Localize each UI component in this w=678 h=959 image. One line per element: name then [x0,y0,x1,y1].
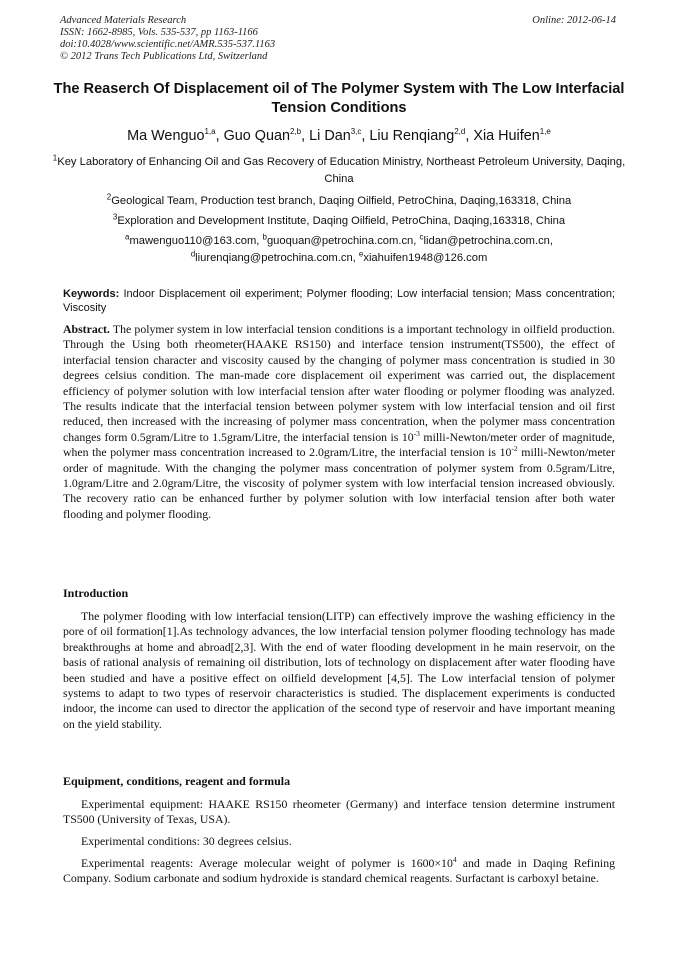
author-name: Guo Quan [223,128,290,144]
author-name: Ma Wenguo [127,128,205,144]
abstract-text-2: milli-Newton/meter order of magnitude, when the polymer mass concentration increased to 2.0gram/Litre, the interfacial tension is 10 [63,429,615,460]
introduction-heading: Introduction [63,586,129,600]
introduction-paragraph: The polymer flooding with low interfacial tension(LITP) can effectively improve the washing efficiency in the pore of oil formation[1].As technology advances, the low interfacial tension polymer flooding technology has made breakthroughs at home and abroad[2,3]. With the end of water flooding development in he main reservoir, on the basis of rational analysis of remaining oil distribution, lots of technology on displacement after water flooding have been studied and have a positive effect on oilfield development [4,5]. The Low interfacial tension of polymer systems to adapt to two types of reservoir characteristics is studied. The displacement experiments is conducted indoor, the income can used to director the application of the second type of reservoir and have important meaning on the yield stability. [63,609,615,731]
paper-title: The Reaserch Of Displacement oil of The Polymer System with The Low Interfacial Tension Conditions [53,81,625,116]
conditions-paragraph: Experimental conditions: 30 degrees celsius. [81,834,292,848]
exponent: -2 [511,444,518,454]
online-date: Online: 2012-06-14 [532,15,616,26]
email-link[interactable]: xiahuifen1948@126.com [363,251,488,264]
copyright-line: © 2012 Trans Tech Publications Ltd, Switzerland [60,51,268,62]
equipment-heading: Equipment, conditions, reagent and formula [63,774,291,788]
email-sup: e [358,248,364,258]
doi-line: doi:10.4028/www.scientific.net/AMR.535-537.1163 [60,39,276,50]
abstract [63,322,615,522]
journal-header [60,15,275,63]
email-sup: d [190,248,196,258]
issn-line: ISSN: 1662-8985, Vols. 535-537, pp 1163-1166 [60,27,258,38]
email-link[interactable]: guoquan@petrochina.com.cn [266,235,414,247]
email-list: $^a$mawenguo110@163.com, $^b$guoquan@petrochina.com.cn, $^c$lidan@petrochina.com.cn, $^d$liurenqiang@petrochina.com.cn, $^e$xiahuifen1948@126.com [124,232,554,264]
author-sup: 1,e [539,127,551,137]
author-name: Li Dan [309,128,351,144]
reagents-text-2: and made in Daqing Refining Company. Sodium carbonate and sodium hydroxide is standard chemical reagents. Surfactant is carboxyl betaine. [63,856,615,886]
email-link[interactable]: liurenqiang@petrochina.com.cn [195,251,353,264]
email-sup: c [419,232,424,242]
abstract-label: Abstract. [63,322,110,336]
abstract-text-1: The polymer system in low interfacial tension conditions is a important technology in oilfield production. Through the Using both rheometer(HAAKE RS150) and interface tension instrument(TS500), the effect of interfacial tension character and viscosity caused by the changing of polymer mass concentration is studied in 30 degrees celsius condition. The man-made core displacement oil experiment was carried out, the displacement efficiency of polymer solution with low interfacial tension after water flooding or polymer flooding was analyzed. The results indicate that the interfacial tension between polymer system with low interfacial tension and oil first reduced, then increased with the increasing of polymer mass concentration, when the polymer mass concentration changes form 0.5gram/Litre to 1.5gram/Litre, the interfacial tension is 10 [63,322,615,444]
reagents-paragraph [63,856,615,887]
affiliation-2 [50,193,628,210]
email-link[interactable]: lidan@petrochina.com.cn [423,235,550,247]
author-sup: 2,d [454,127,466,137]
author-name: Liu Renqiang [369,128,455,144]
affiliation-sup: 1 [52,153,58,163]
abstract-text-3: milli-Newton/meter order of magnitude. With the changing the polymer mass concentration of polymer system from 0.5gram/Litre, 1.0gram/Litre and 2.0gram/Litre, the viscosity of polymer system with low interfacial tension increased obviously. The recovery ratio can be enhanced further by polymer solution with low interfacial tension after both water flooding and polymer flooding. [63,445,615,521]
affiliation-sup: 3 [112,212,118,222]
affiliation-text: Geological Team, Production test branch, Daqing Oilfield, PetroChina, Daqing,163318, China [111,195,572,207]
equipment-paragraph: Experimental equipment: HAAKE RS150 rheometer (Germany) and interface tension determine instrument TS500 (University of Texas, USA). [63,797,615,827]
author-name: Xia Huifen [473,128,540,144]
keywords [63,287,615,315]
affiliation-3 [50,213,628,230]
affiliation-sup: 2 [106,192,112,202]
email-link[interactable]: mawenguo110@163.com [129,235,257,247]
email-sup: b [262,232,267,242]
exponent: -3 [413,428,420,438]
author-sup: 3,c [350,127,362,137]
affiliation-text: Exploration and Development Institute, Daqing Oilfield, PetroChina, Daqing,163318, China [117,215,566,227]
reagents-text-1: Experimental reagents: Average molecular weight of polymer is 1600×10 [81,856,453,870]
author-list: Ma Wenguo$^{1,a}$, Guo Quan$^{2,b}$, Li Dan$^{3,c}$, Liu Renqiang$^{2,d}$, Xia Huifen$^{1,e}$ [127,127,551,144]
keywords-label: Keywords: [63,288,120,300]
author-sup: 1,a [204,127,216,137]
affiliation-1 [50,154,628,187]
email-sup: a [124,232,130,242]
affiliation-text: Key Laboratory of Enhancing Oil and Gas Recovery of Education Ministry, Northeast Petroleum University, Daqing, China [57,156,626,185]
journal-name: Advanced Materials Research [60,15,187,26]
exponent: 4 [452,855,457,865]
keywords-text: Indoor Displacement oil experiment; Polymer flooding; Low interfacial tension; Mass concentration; Viscosity [63,288,615,314]
author-sup: 2,b [290,127,302,137]
